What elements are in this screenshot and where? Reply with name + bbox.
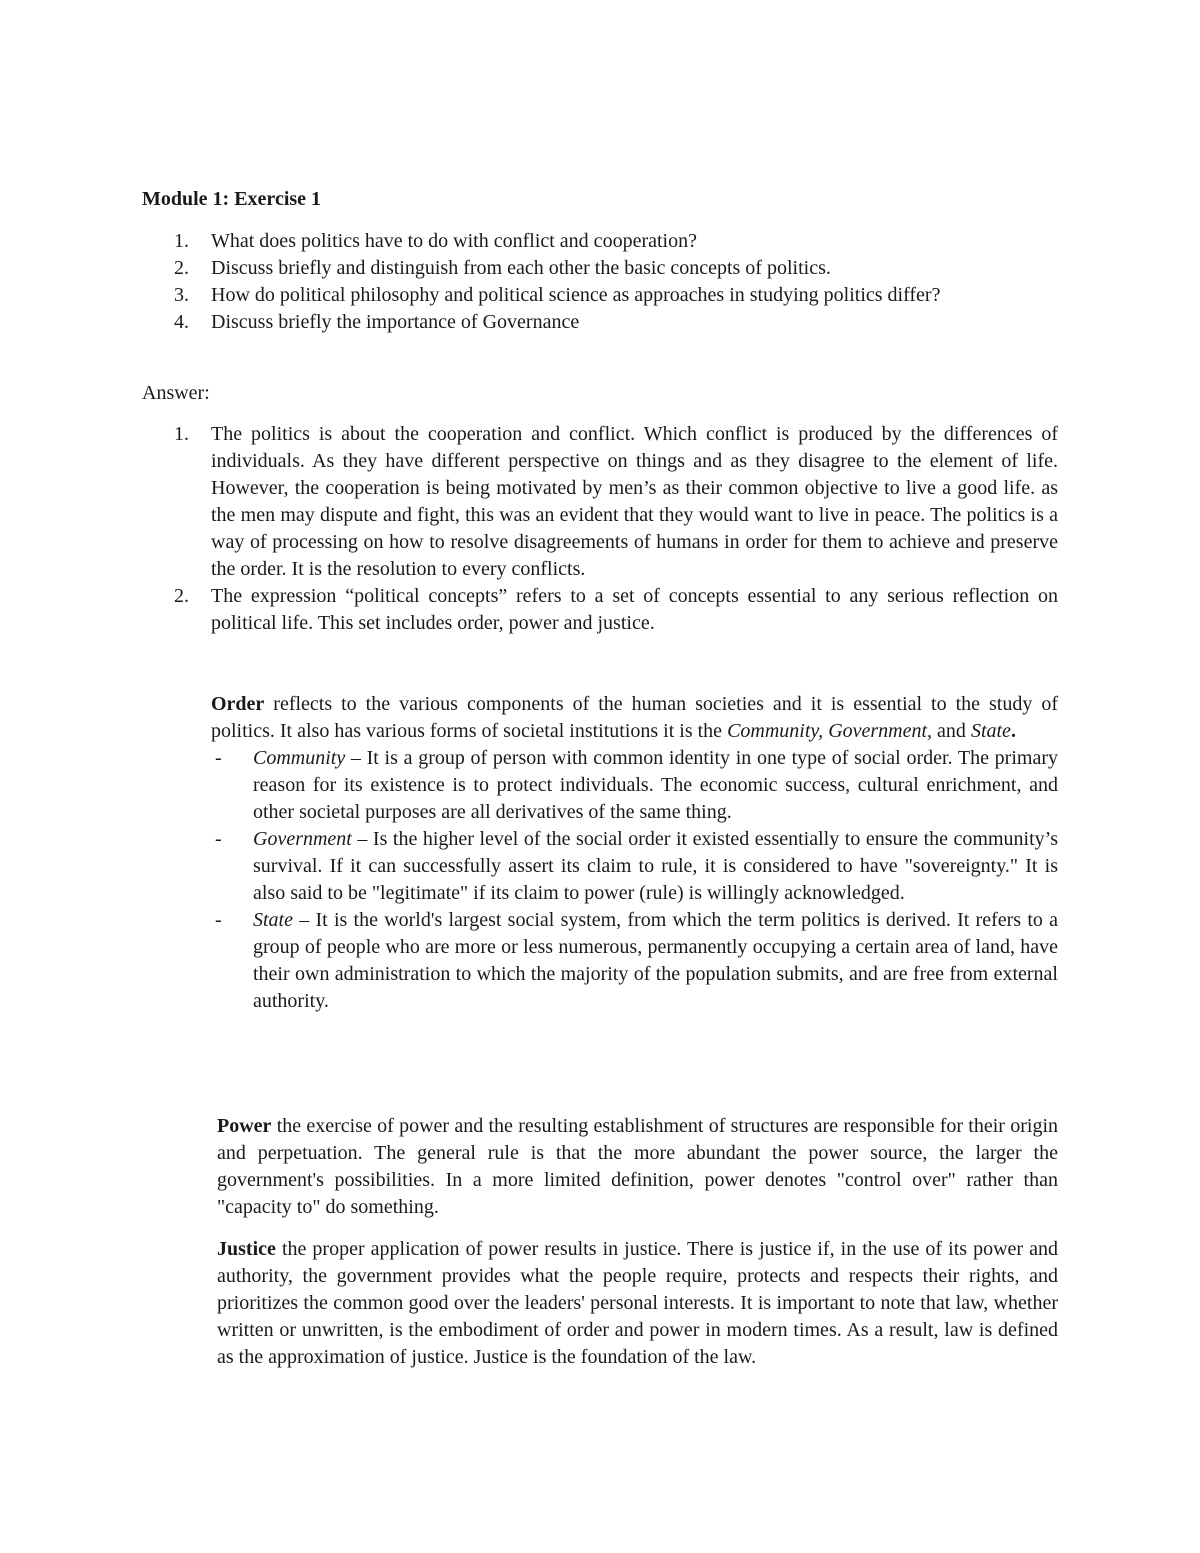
answer-number: 2. bbox=[174, 585, 189, 607]
answer-text: The politics is about the cooperation and conflict. Which conflict is produced by the differences of individuals. As they have different perspective on things and as they disagree to the element of life. However, the cooperation is being motivated by men’s as their common objective to live a good life. as the men may dispute and fight, this was an evident that they would want to live in peace. The politics is a way of processing on how to resolve disagreements of humans in order for them to achieve and preserve the order. It is the resolution to every conflicts. bbox=[211, 423, 1058, 580]
justice-paragraph bbox=[217, 1236, 1058, 1371]
question-number: 2. bbox=[174, 257, 189, 279]
bullet-text: – It is a group of person with common identity in one type of social order. The primary reason for its existence is to protect individuals. The economic success, cultural enrichment, and other societal purposes are all derivatives of the same thing. bbox=[253, 747, 1058, 823]
power-paragraph bbox=[217, 1113, 1058, 1221]
question-item bbox=[142, 282, 1058, 309]
answer-item bbox=[142, 421, 1058, 583]
question-text: How do political philosophy and political science as approaches in studying politics differ? bbox=[211, 284, 941, 306]
question-item bbox=[142, 228, 1058, 255]
bullet-item-government bbox=[211, 826, 1058, 907]
bullet-term: State bbox=[253, 909, 293, 931]
state-word: State bbox=[970, 720, 1011, 742]
question-text: Discuss briefly and distinguish from each other the basic concepts of politics. bbox=[211, 257, 831, 279]
power-term: Power bbox=[217, 1115, 272, 1137]
and-word: and bbox=[932, 720, 971, 742]
bullet-item-state bbox=[211, 907, 1058, 1015]
dash-marker: - bbox=[215, 828, 222, 850]
question-number: 4. bbox=[174, 311, 189, 333]
power-text: the exercise of power and the resulting establishment of structures are responsible for their origin and perpetuation. The general rule is that the more abundant the power source, the larger the government's possibilities. In a more limited definition, power denotes "control over" rather than "capacity to" do something. bbox=[217, 1115, 1058, 1218]
end-punct: . bbox=[1010, 720, 1016, 742]
justice-text: the proper application of power results in justice. There is justice if, in the use of its power and authority, the government provides what the people require, protects and respects their rights, and prioritizes the common good over the leaders' personal interests. It is important to note that law, whether written or unwritten, is the embodiment of order and power in modern times. As a result, law is defined as the approximation of justice. Justice is the foundation of the law. bbox=[217, 1238, 1058, 1368]
bullet-text: – Is the higher level of the social order it existed essentially to ensure the community’s survival. If it can successfully assert its claim to rule, it is considered to have "sovereignty." It is also said to be "legitimate" if its claim to power (rule) is willingly acknowledged. bbox=[253, 828, 1058, 904]
question-text: What does politics have to do with conflict and cooperation? bbox=[211, 230, 697, 252]
order-section bbox=[211, 691, 1058, 1015]
question-text: Discuss briefly the importance of Governance bbox=[211, 311, 580, 333]
question-number: 1. bbox=[174, 230, 189, 252]
dash-marker: - bbox=[215, 909, 222, 931]
question-item bbox=[142, 255, 1058, 282]
order-paragraph bbox=[211, 691, 1058, 745]
answer-item bbox=[142, 583, 1058, 637]
government-word: Government, bbox=[828, 720, 933, 742]
bullet-term: Community bbox=[253, 747, 346, 769]
order-text: reflects to the various components of the human societies and it is essential to the study of politics. It also has various forms of societal institutions it is the bbox=[211, 693, 1058, 742]
answer-number: 1. bbox=[174, 423, 189, 445]
bullet-text: – It is the world's largest social system, from which the term politics is derived. It refers to a group of people who are more or less numerous, permanently occupying a certain area of land, have their own administration to which the majority of the population submits, and are free from external authority. bbox=[253, 909, 1058, 1012]
order-term: Order bbox=[211, 693, 265, 715]
question-item bbox=[142, 309, 1058, 336]
bullet-term: Government bbox=[253, 828, 352, 850]
exercise-title: Module 1: Exercise 1 bbox=[142, 188, 322, 210]
justice-term: Justice bbox=[217, 1238, 276, 1260]
question-number: 3. bbox=[174, 284, 189, 306]
dash-marker: - bbox=[215, 747, 222, 769]
answer-text: The expression “political concepts” refers to a set of concepts essential to any serious reflection on political life. This set includes order, power and justice. bbox=[211, 585, 1058, 634]
answer-list bbox=[142, 421, 1058, 637]
answer-label: Answer: bbox=[142, 382, 210, 404]
community-word: Community, bbox=[727, 720, 824, 742]
bullet-item-community bbox=[211, 745, 1058, 826]
question-list bbox=[142, 228, 1058, 336]
